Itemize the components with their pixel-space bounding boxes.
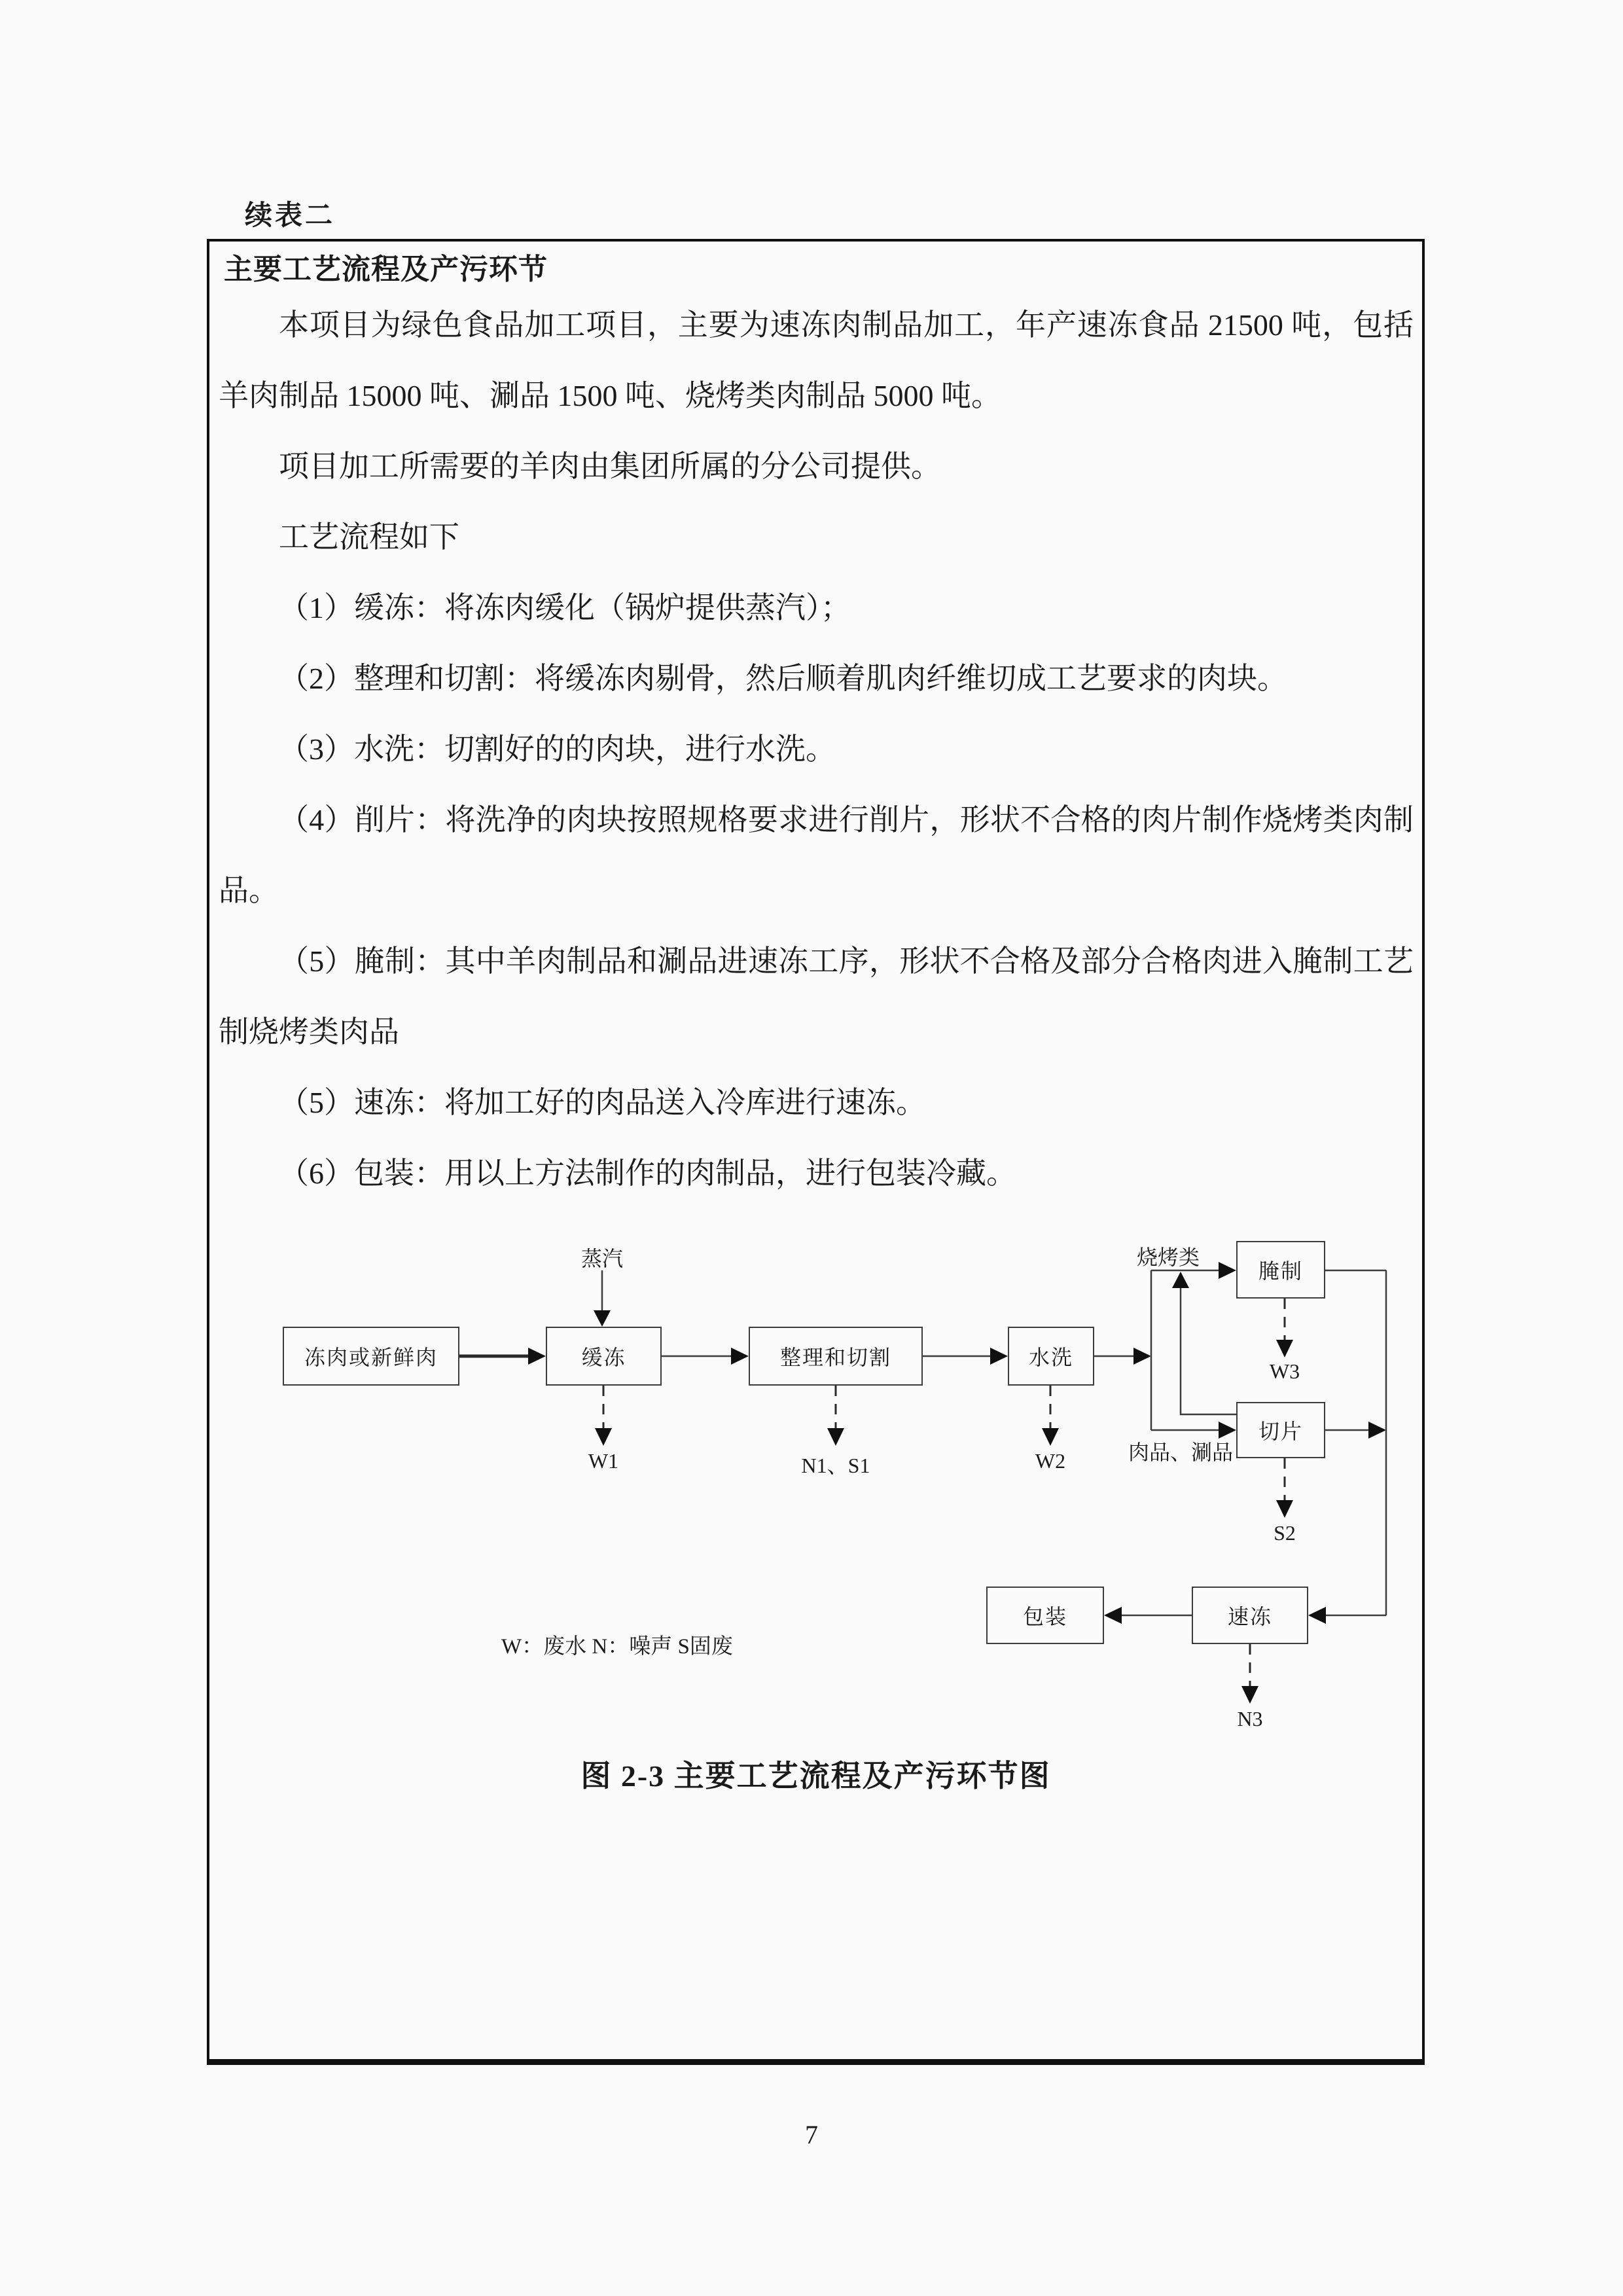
- page-number: 7: [805, 2120, 818, 2149]
- label-n3: N3: [1237, 1707, 1263, 1731]
- process-table: [207, 239, 1425, 2065]
- dashed-arrow-n3: [1241, 1644, 1258, 1704]
- paragraph-step-5-marinate: （5）腌制：其中羊肉制品和涮品进速冻工序，形状不合格及部分合格肉进入腌制工艺制烧烤类肉品: [219, 944, 1414, 1049]
- flow-box-quick-freeze: [1192, 1587, 1308, 1644]
- paragraph-step-4-slice: （4）削片：将洗净的肉块按照规格要求进行削片，形状不合格的肉片制作烧烤类肉制品。: [219, 803, 1414, 907]
- label-w1: W1: [588, 1449, 619, 1473]
- table-header-cell: 主要工艺流程及产污环节: [224, 253, 548, 285]
- arrow-steam-to-thaw: [594, 1270, 611, 1327]
- dashed-arrow-w3: [1276, 1299, 1293, 1357]
- arrow-slice-to-rail: [1325, 1422, 1386, 1439]
- paragraph-flow-intro: 工艺流程如下: [279, 520, 459, 554]
- flow-box-marinate: [1236, 1241, 1325, 1299]
- paragraph-step-6-pack: （6）包装：用以上方法制作的肉制品，进行包装冷藏。: [279, 1157, 1016, 1190]
- flow-box-pack-label: 包装: [1022, 1605, 1067, 1628]
- dashed-arrow-w1: [595, 1386, 612, 1446]
- flow-box-trim-cut-label: 整理和切割: [779, 1346, 891, 1369]
- paragraph-overview: 本项目为绿色食品加工项目，主要为速冻肉制品加工，年产速冻食品 21500 吨，包括羊肉制品 15000 吨、涮品 1500 吨、烧烤类肉制品 5000 吨。: [219, 308, 1414, 412]
- paragraph-step-1-thaw: （1）缓冻：将冻肉缓化（锅炉提供蒸汽）；: [279, 591, 851, 624]
- label-n1-s1: N1、S1: [801, 1454, 870, 1477]
- label-meat-hotpot-branch: 肉品、涮品: [1128, 1441, 1234, 1464]
- flow-box-wash-label: 水洗: [1028, 1346, 1073, 1369]
- flow-box-raw-meat: [283, 1327, 459, 1386]
- arrow-thaw-to-trim: [662, 1348, 749, 1365]
- dashed-arrow-s2: [1276, 1458, 1293, 1518]
- flow-box-wash: [1008, 1327, 1094, 1386]
- arrow-wash-to-branch: [1094, 1348, 1151, 1365]
- table-body-text: [219, 290, 1414, 1209]
- label-w3: W3: [1269, 1359, 1300, 1383]
- flow-box-raw-meat-label: 冻肉或新鲜肉: [304, 1346, 438, 1369]
- flow-box-slice: [1236, 1402, 1325, 1458]
- arrow-raw-to-thaw: [459, 1348, 546, 1365]
- figure-caption: 图 2-3 主要工艺流程及产污环节图: [580, 1759, 1051, 1793]
- process-flowchart: [264, 1233, 1416, 1757]
- arrow-quick-freeze-to-pack: [1104, 1607, 1192, 1624]
- flow-box-marinate-label: 腌制: [1258, 1259, 1303, 1283]
- label-bbq-branch: 烧烤类: [1136, 1246, 1200, 1269]
- flowchart-legend: W：废水 N：噪声 S固废: [501, 1635, 733, 1659]
- label-s2: S2: [1274, 1521, 1296, 1545]
- arrow-rail-to-quick-freeze: [1308, 1607, 1386, 1624]
- flow-box-thaw-label: 缓冻: [581, 1346, 626, 1369]
- flow-box-quick-freeze-label: 速冻: [1227, 1605, 1272, 1628]
- flow-box-pack: [986, 1587, 1104, 1644]
- label-w2: W2: [1035, 1449, 1066, 1473]
- flow-box-thaw: [546, 1327, 662, 1386]
- flowchart-connectors: [264, 1233, 1416, 1757]
- label-steam: 蒸汽: [580, 1247, 624, 1270]
- dashed-arrow-w2: [1042, 1386, 1059, 1446]
- paragraph-step-2-trim: （2）整理和切割：将缓冻肉剔骨，然后顺着肌肉纤维切成工艺要求的肉块。: [279, 662, 1287, 695]
- continuation-table-label: 续表二: [245, 201, 336, 231]
- arrow-slice-to-marinate-return: [1172, 1272, 1236, 1414]
- flow-box-trim-cut: [749, 1327, 923, 1386]
- dashed-arrow-n1-s1: [827, 1386, 844, 1446]
- flow-box-slice-label: 切片: [1258, 1420, 1303, 1443]
- paragraph-step-5-freeze: （5）速冻：将加工好的肉品送入冷库进行速冻。: [279, 1086, 926, 1119]
- arrow-trim-to-wash: [923, 1348, 1008, 1365]
- paragraph-step-3-wash: （3）水洗：切割好的的肉块，进行水洗。: [279, 732, 836, 766]
- paragraph-supply: 项目加工所需要的羊肉由集团所属的分公司提供。: [279, 450, 941, 483]
